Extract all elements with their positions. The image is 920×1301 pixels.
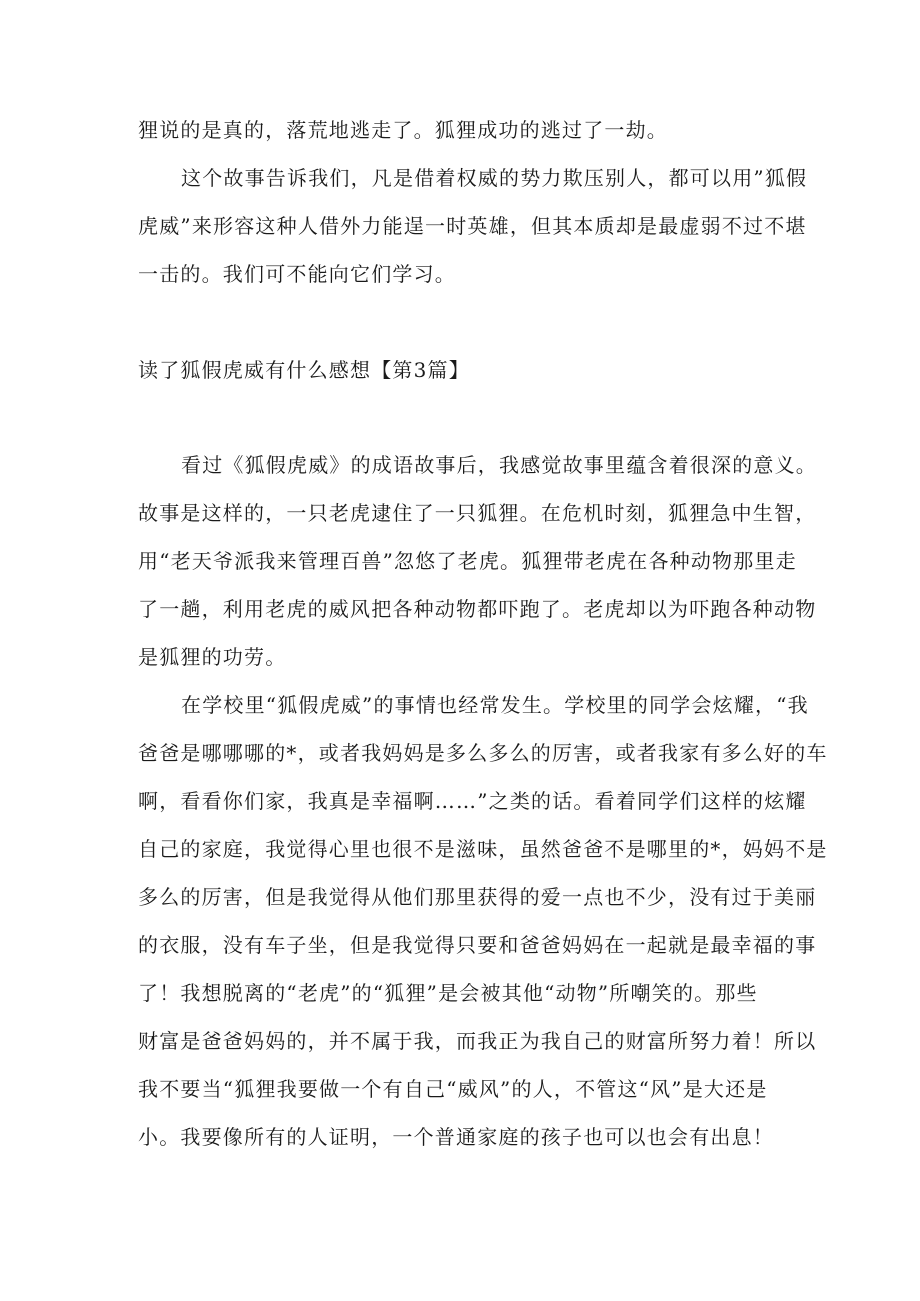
paragraph-line: 是狐狸的功劳。 bbox=[138, 645, 287, 669]
paragraph-line: 啊，看看你们家，我真是幸福啊……”之类的话。看着同学们这样的炫耀 bbox=[138, 789, 807, 813]
section-heading: 读了狐假虎威有什么感想【第3篇】 bbox=[138, 358, 470, 382]
paragraph-line: 财富是爸爸妈妈的，并不属于我，而我正为我自己的财富所努力着！所以 bbox=[138, 1029, 817, 1053]
paragraph-line: 小。我要像所有的人证明，一个普通家庭的孩子也可以也会有出息！ bbox=[138, 1125, 774, 1149]
paragraph-line: 用“老天爷派我来管理百兽”忽悠了老虎。狐狸带老虎在各种动物那里走 bbox=[138, 549, 797, 573]
paragraph-line: 一击的。我们可不能向它们学习。 bbox=[138, 262, 456, 286]
paragraph-line: 我不要当“狐狸我要做一个有自己“威风”的人，不管这“风”是大还是 bbox=[138, 1077, 768, 1101]
paragraph-line: 的衣服，没有车子坐，但是我觉得只要和爸爸妈妈在一起就是最幸福的事 bbox=[138, 933, 817, 957]
paragraph-line: 这个故事告诉我们，凡是借着权威的势力欺压别人，都可以用”狐假 bbox=[181, 166, 808, 190]
paragraph-line: 故事是这样的，一只老虎逮住了一只狐狸。在危机时刻，狐狸急中生智， bbox=[138, 501, 817, 525]
paragraph-line: 狸说的是真的，落荒地逃走了。狐狸成功的逃过了一劫。 bbox=[138, 118, 668, 142]
paragraph-line: 多么的厉害，但是我觉得从他们那里获得的爱一点也不少，没有过于美丽 bbox=[138, 885, 817, 909]
paragraph-line: 虎威”来形容这种人借外力能逞一时英雄，但其本质却是最虚弱不过不堪 bbox=[138, 214, 807, 238]
paragraph-line: 爸爸是哪哪哪的*，或者我妈妈是多么多么的厉害，或者我家有多么好的车 bbox=[138, 741, 828, 765]
paragraph-line: 看过《狐假虎威》的成语故事后，我感觉故事里蕴含着很深的意义。 bbox=[181, 453, 817, 477]
paragraph-line: 在学校里“狐假虎威”的事情也经常发生。学校里的同学会炫耀，“我 bbox=[181, 693, 809, 717]
paragraph-line: 了一趟，利用老虎的威风把各种动物都吓跑了。老虎却以为吓跑各种动物 bbox=[138, 597, 817, 621]
paragraph-line: 自己的家庭，我觉得心里也很不是滋味，虽然爸爸不是哪里的*，妈妈不是 bbox=[138, 837, 828, 861]
paragraph-line: 了！我想脱离的“老虎”的“狐狸”是会被其他“动物”所嘲笑的。那些 bbox=[138, 981, 758, 1005]
